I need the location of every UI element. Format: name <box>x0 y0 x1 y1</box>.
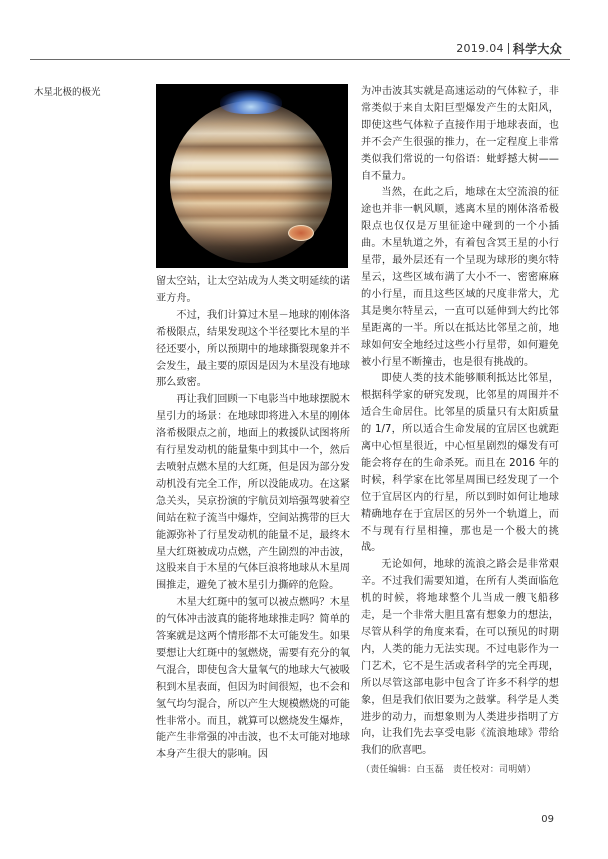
header-rule <box>30 59 570 60</box>
paragraph: 留太空站，让太空站成为人类文明延续的诺亚方舟。 <box>156 276 350 304</box>
right-text-column <box>361 84 559 779</box>
great-red-spot <box>288 225 314 241</box>
editor-credits: （责任编辑：白玉磊 责任校对：司明婧） <box>361 765 536 776</box>
issue-number: 2019.04 <box>456 42 504 55</box>
page-number: 09 <box>541 814 554 825</box>
paragraph: 不过，我们计算过木星－地球的刚体洛希极限点，结果发现这个半径要比木星的半径还要小，所以预期中的地球撕裂现象并不会发生，最主要的原因是因为木星没有地球那么致密。 <box>156 309 350 389</box>
jupiter-photo <box>156 84 348 268</box>
page-header <box>456 40 562 57</box>
magazine-name: 科学大众 <box>512 42 562 56</box>
header-divider <box>508 43 509 54</box>
figure-caption: 木星北极的极光 <box>34 87 101 98</box>
paragraph: 木星大红斑中的氢可以被点燃吗？木星的气体冲击波真的能将地球推走吗？简单的答案就是这两个情形都不太可能发生。如果要想让大红斑中的氢燃烧，需要有充分的氧气混合，即使包含大量氧气的地球大气被吸积到木星表面，但因为时间很短，也不会和氢气均匀混合，所以产生大规模燃烧的可能性非常小。而且，就算可以燃烧发生爆炸，能产生非常强的冲击波，也不太可能对地球本身产生很大的影响。因 <box>156 597 350 761</box>
paragraph: 为冲击波其实就是高速运动的气体粒子，非常类似于来自太阳巨型爆发产生的太阳风，即使这些气体粒子直接作用于地球表面，也并不会产生很强的推力，在一定程度上非常类似我们常说的一句俗语：蚍蜉撼大树——自不量力。 <box>361 86 559 182</box>
paragraph: 即使人类的技术能够顺利抵达比邻星，根据科学家的研究发现，比邻星的周围并不适合生命居住。比邻星的质量只有太阳质量的 1/7，所以适合生命发展的宜居区也就距离中心恒星很近，中心恒星剧烈的爆发有可能会将存在的生命杀死。而且在 2016 年的时候，科学家在比邻星周围已经发现了一个位于宜居区内的行星，所以到时如何让地球精确地存在于宜居区的另外一个轨道上，而不与现有行星相撞，那也是一个极大的挑战。 <box>361 373 559 554</box>
left-text-column <box>156 274 350 764</box>
jupiter-planet-image <box>170 101 332 263</box>
aurora-glow <box>220 90 282 114</box>
paragraph: 无论如何，地球的流浪之路会是非常艰辛。不过我们需要知道，在所有人类面临危机的时候，将地球整个儿当成一艘飞船移走，是一个非常大胆且富有想象力的想法，尽管从科学的角度来看，在可以预见的时期内，人类的能力无法实现。不过电影作为一门艺术，它不是生活或者科学的完全再现，所以尽管这部电影中包含了许多不科学的想象，但是我们依旧要为之鼓掌。科学是人类进步的动力，而想象则为人类进步指明了方向，让我们先去享受电影《流浪地球》带给我们的欣喜吧。 <box>361 559 559 757</box>
paragraph: 再让我们回顾一下电影当中地球摆脱木星引力的场景：在地球即将进入木星的刚体洛希极限点之前，地面上的救援队试图将所有行星发动机的能量集中到其中一个，然后去喷射点燃木星的大红斑，但是因为部分发动机没有完全工作，所以没能成功。在这紧急关头，吴京扮演的宇航员刘培强驾驶着空间站在粒子流当中爆炸，空间站携带的巨大能源弥补了行星发动机的能量不足，最终木星大红斑被成功点燃，产生剧烈的冲击波，这股来自于木星的气体巨浪将地球从木星周围推走，避免了被木星引力撕碎的危险。 <box>156 394 350 592</box>
paragraph: 当然，在此之后，地球在太空流浪的征途也并非一帆风顺，逃离木星的刚体洛希极限点也仅仅是万里征途中碰到的一个小插曲。木星轨道之外，有着包含冥王星的小行星带，最外层还有一个呈现为球形的奥尔特星云，这些区域布满了大小不一、密密麻麻的小行星，而且这些区域的尺度非常大，尤其是奥尔特星云，一直可以延伸到大约比邻星距离的一半。所以在抵达比邻星之前，地球如何安全地经过这些小行星带，如何避免被小行星不断撞击，也是很有挑战的。 <box>361 187 559 368</box>
